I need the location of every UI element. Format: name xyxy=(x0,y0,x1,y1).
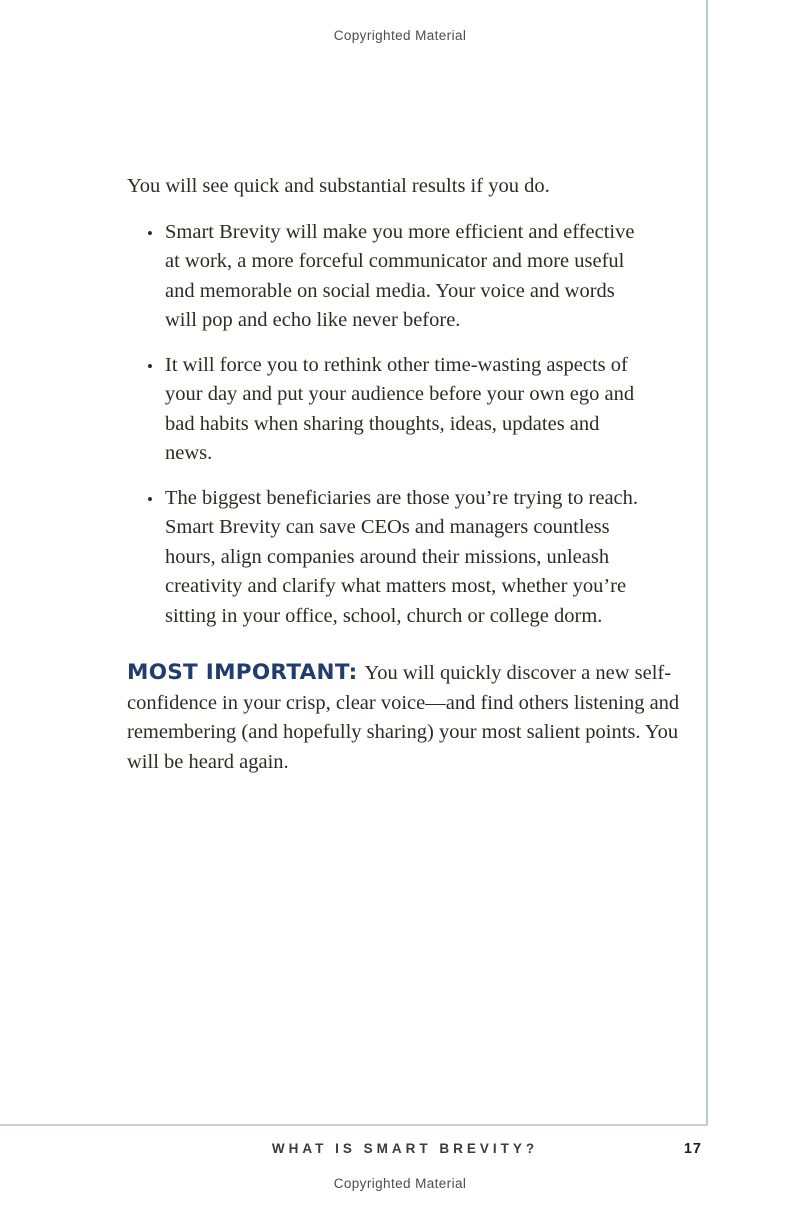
page-body xyxy=(127,172,685,777)
list-item xyxy=(147,484,645,632)
bullet-icon: • xyxy=(147,489,153,509)
list-item xyxy=(147,351,645,469)
bullet-text: The biggest beneficiaries are those you’re trying to reach. Smart Brevity can save CEOs and managers countless hours, align companies around their missions, unleash creativity and clarify what matters most, whether you’re sitting in your office, school, church or college dorm. xyxy=(165,486,639,627)
list-item xyxy=(147,218,645,336)
bullet-text: Smart Brevity will make you more efficient and effective at work, a more forceful communicator and more useful and memorable on social media. Your voice and words will pop and echo like never before. xyxy=(165,220,635,331)
page-number: 17 xyxy=(683,1141,702,1157)
bullet-list xyxy=(127,218,685,632)
running-footer-chapter-title: WHAT IS SMART BREVITY? xyxy=(271,1141,539,1156)
bullet-icon: • xyxy=(147,356,153,376)
intro-paragraph: You will see quick and substantial results if you do. xyxy=(127,175,550,197)
most-important-label: MOST IMPORTANT: xyxy=(127,660,358,685)
copyright-notice-bottom: Copyrighted Material xyxy=(333,1176,467,1191)
footer-rule xyxy=(0,1124,708,1126)
key-takeaway-paragraph xyxy=(127,658,687,777)
page-edge-rule xyxy=(706,0,708,1126)
bullet-text: It will force you to rethink other time-wasting aspects of your day and put your audience before your own ego and bad habits when sharing thoughts, ideas, updates and news. xyxy=(165,353,635,464)
copyright-notice-top: Copyrighted Material xyxy=(333,28,467,43)
key-takeaway-text: You will quickly discover a new self-confidence in your crisp, clear voice—and find others listening and remembering (and hopefully sharing) your most salient points. You will be heard again. xyxy=(127,662,680,773)
bullet-icon: • xyxy=(147,223,153,243)
